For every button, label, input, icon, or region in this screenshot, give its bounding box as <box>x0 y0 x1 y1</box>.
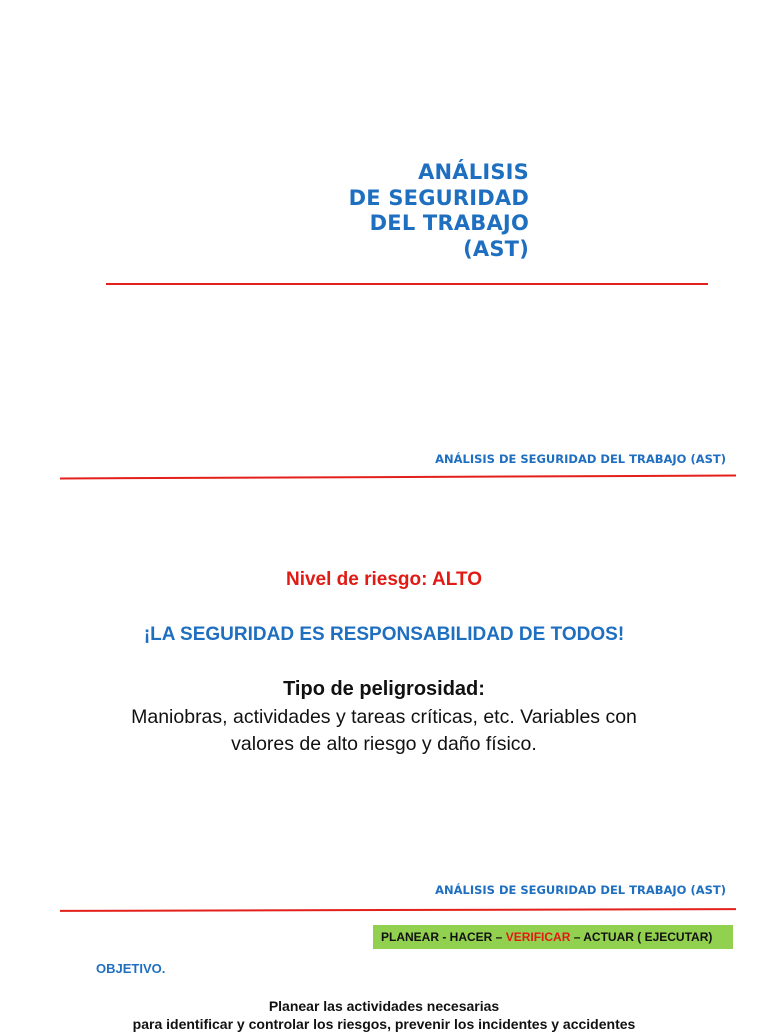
hazard-description-line: Maniobras, actividades y tareas críticas, etc. Variables con <box>131 706 637 728</box>
title-line: DEL TRABAJO <box>369 211 529 235</box>
pdca-text: – ACTUAR ( EJECUTAR) <box>570 930 713 944</box>
objective-label: OBJETIVO. <box>96 961 166 976</box>
header-divider <box>60 908 736 912</box>
objective-line: para identificar y controlar los riesgos, prevenir los incidentes y accidentes <box>132 1016 636 1032</box>
hazard-description-line: valores de alto riesgo y daño físico. <box>231 733 537 755</box>
pdca-banner <box>373 925 733 949</box>
objective-line: Planear las actividades necesarias <box>268 998 500 1014</box>
safety-motto: ¡LA SEGURIDAD ES RESPONSABILIDAD DE TODOS! <box>143 624 625 645</box>
objective-text <box>0 997 768 1033</box>
pdca-highlight: VERIFICAR <box>505 930 571 944</box>
title-divider <box>106 283 708 285</box>
slide-header: ANÁLISIS DE SEGURIDAD DEL TRABAJO (AST) <box>435 452 726 466</box>
pdca-text: PLANEAR - HACER – <box>381 930 506 944</box>
risk-level: Nivel de riesgo: ALTO <box>285 569 483 590</box>
hazard-type-heading: Tipo de peligrosidad: <box>283 678 485 700</box>
slide-header: ANÁLISIS DE SEGURIDAD DEL TRABAJO (AST) <box>435 883 726 897</box>
title-line: DE SEGURIDAD <box>348 185 529 210</box>
document-title <box>349 160 529 262</box>
hazard-description <box>0 704 768 758</box>
title-line: (AST) <box>463 236 529 261</box>
header-divider <box>60 475 736 480</box>
title-line: ANÁLISIS <box>418 160 529 184</box>
